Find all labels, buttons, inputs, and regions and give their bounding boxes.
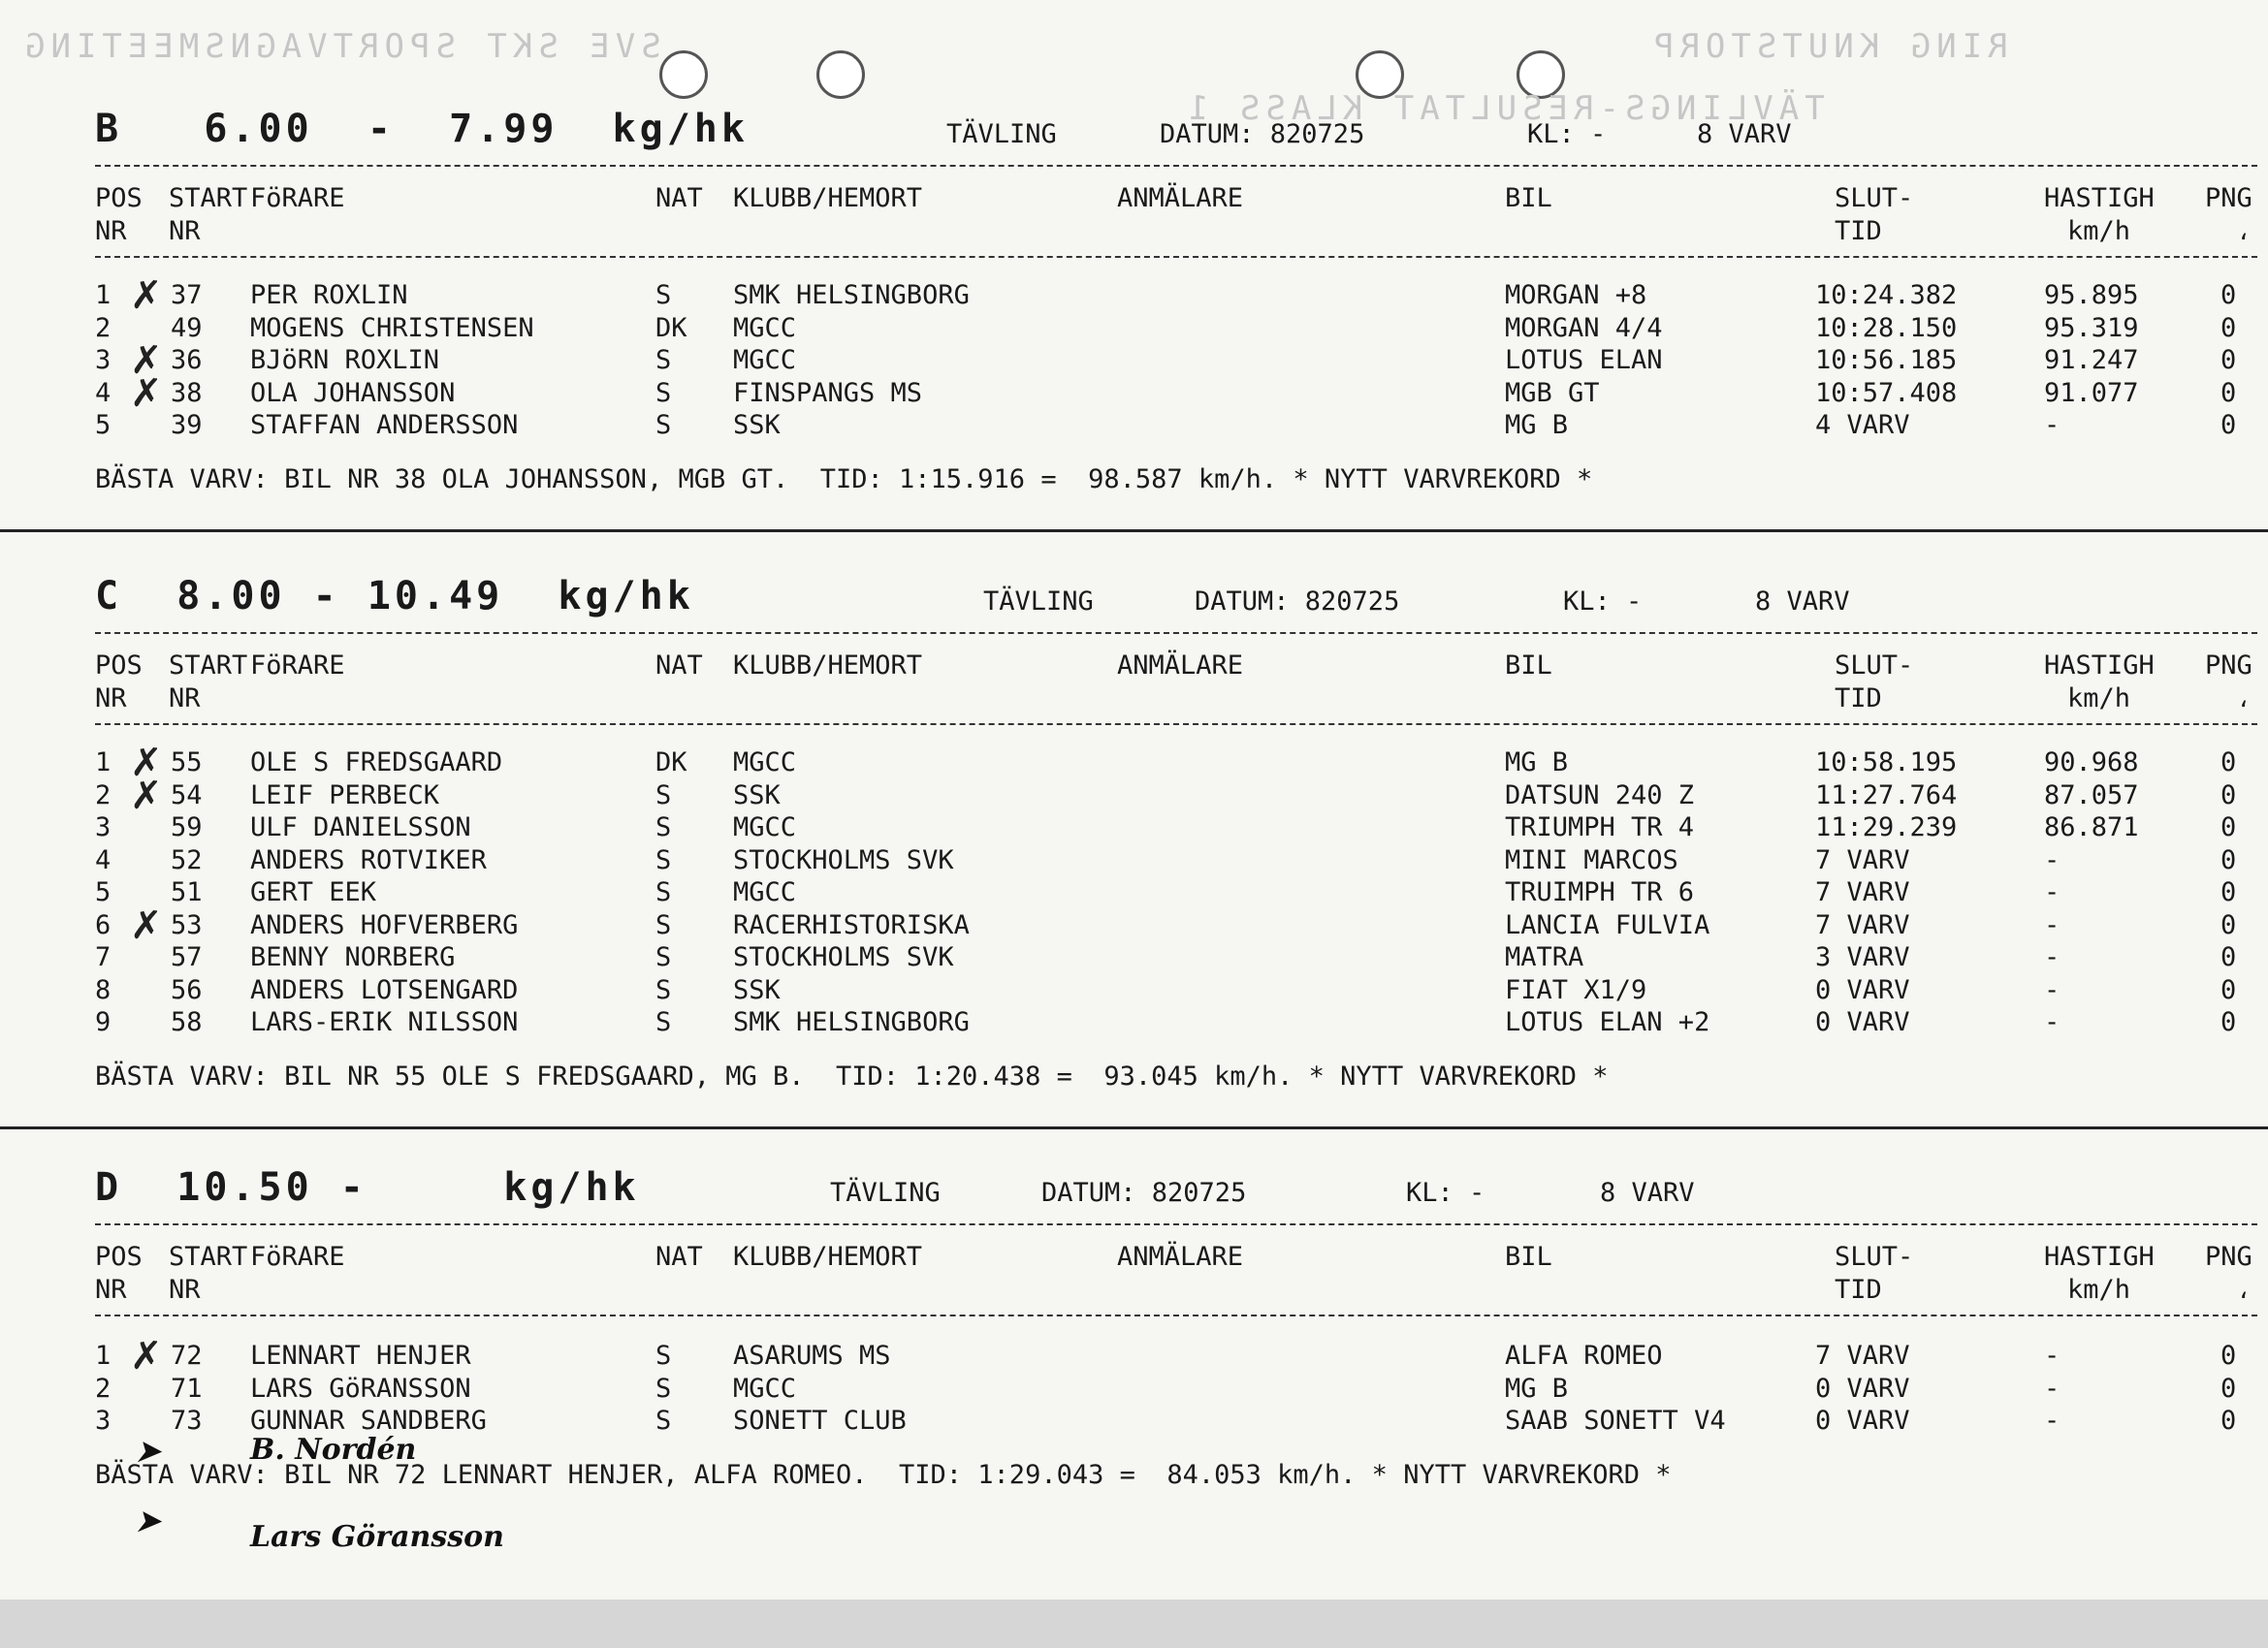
start-number: 51 (171, 877, 203, 907)
col-pos: POS (95, 650, 143, 681)
finish-time: 10:58.195 (1815, 747, 1958, 777)
driver-name: OLA JOHANSSON (250, 377, 456, 408)
nationality: S (655, 1373, 672, 1404)
club-name: SMK HELSINGBORG (733, 280, 970, 310)
col-nat: NAT (655, 650, 703, 681)
handwritten-check-mark: ✗ (130, 273, 163, 318)
result-pos: 1 (95, 280, 112, 310)
points: 0 (2220, 909, 2237, 940)
club-name: SSK (733, 974, 781, 1005)
col-speed-unit: km/h (2067, 216, 2131, 246)
driver-name: GERT EEK (250, 877, 377, 907)
average-speed: 86.871 (2044, 812, 2139, 842)
result-pos: 5 (95, 877, 112, 907)
col-finish: SLUT- (1835, 650, 1914, 681)
col-speed: HASTIGH (2044, 183, 2155, 213)
points: 0 (2220, 410, 2237, 440)
handwritten-note: B. Nordén (250, 1433, 417, 1467)
result-pos: 2 (95, 312, 112, 343)
col-pos-nr: NR (95, 683, 127, 713)
club-name: SONETT CLUB (733, 1406, 907, 1436)
col-start-nr: NR (169, 683, 201, 713)
race-laps: 8 VARV (1600, 1178, 1695, 1208)
handwritten-arrow: ➤ (136, 1435, 161, 1469)
col-car: BIL (1505, 1242, 1552, 1272)
col-time: TID (1835, 216, 1882, 246)
nationality: S (655, 410, 672, 440)
car-model: SAAB SONETT V4 (1505, 1406, 1726, 1436)
result-pos: 7 (95, 942, 112, 972)
divider (95, 1223, 2257, 1225)
result-pos: 2 (95, 779, 112, 810)
driver-name: ULF DANIELSSON (250, 812, 471, 842)
nationality: S (655, 877, 672, 907)
col-tick: ، (2236, 1275, 2252, 1305)
handwritten-signature: Lars Göransson (250, 1520, 504, 1554)
car-model: FIAT X1/9 (1505, 974, 1647, 1005)
points: 0 (2220, 779, 2237, 810)
race-date: DATUM: 820725 (1041, 1178, 1247, 1208)
car-model: MORGAN +8 (1505, 280, 1647, 310)
col-time: TID (1835, 683, 1882, 713)
result-pos: 1 (95, 1341, 112, 1371)
result-pos: 3 (95, 1406, 112, 1436)
race-label: TÄVLING (830, 1178, 941, 1208)
average-speed: - (2044, 1373, 2060, 1404)
col-time: TID (1835, 1275, 1882, 1305)
average-speed: - (2044, 1406, 2060, 1436)
nationality: S (655, 345, 672, 375)
col-nat: NAT (655, 1242, 703, 1272)
car-model: DATSUN 240 Z (1505, 779, 1695, 810)
driver-name: STAFFAN ANDERSSON (250, 410, 519, 440)
points: 0 (2220, 877, 2237, 907)
col-start-nr: NR (169, 216, 201, 246)
col-car: BIL (1505, 650, 1552, 681)
col-speed: HASTIGH (2044, 1242, 2155, 1272)
car-model: MINI MARCOS (1505, 844, 1678, 875)
nationality: S (655, 909, 672, 940)
handwritten-check-mark: ✗ (130, 370, 163, 416)
club-name: MGCC (733, 747, 797, 777)
start-number: 53 (171, 909, 203, 940)
result-pos: 3 (95, 812, 112, 842)
finish-time: 10:57.408 (1815, 377, 1958, 408)
nationality: S (655, 974, 672, 1005)
car-model: MG B (1505, 410, 1569, 440)
points: 0 (2220, 1373, 2237, 1404)
bleed-title-left: RING KNUTSTORP (1648, 27, 2008, 66)
club-name: STOCKHOLMS SVK (733, 844, 954, 875)
nationality: S (655, 942, 672, 972)
divider (95, 723, 2257, 725)
club-name: MGCC (733, 345, 797, 375)
col-start: START (169, 1242, 248, 1272)
nationality: S (655, 280, 672, 310)
start-number: 59 (171, 812, 203, 842)
driver-name: MOGENS CHRISTENSEN (250, 312, 534, 343)
col-club: KLUBB/HEMORT (733, 650, 923, 681)
result-pos: 2 (95, 1373, 112, 1404)
points: 0 (2220, 1007, 2237, 1037)
driver-name: LARS GöRANSSON (250, 1373, 471, 1404)
col-start-nr: NR (169, 1275, 201, 1305)
points: 0 (2220, 1406, 2237, 1436)
driver-name: BJöRN ROXLIN (250, 345, 440, 375)
finish-time: 0 VARV (1815, 974, 1910, 1005)
col-car: BIL (1505, 183, 1552, 213)
divider (95, 165, 2257, 167)
punch-hole (659, 50, 708, 99)
col-finish: SLUT- (1835, 1242, 1914, 1272)
section-separator (0, 1126, 2268, 1129)
average-speed: - (2044, 877, 2060, 907)
race-laps: 8 VARV (1755, 586, 1850, 617)
club-name: SSK (733, 779, 781, 810)
class-kl: KL: - (1527, 119, 1607, 149)
average-speed: 95.895 (2044, 280, 2139, 310)
finish-time: 0 VARV (1815, 1373, 1910, 1404)
nationality: DK (655, 312, 687, 343)
section-separator (0, 529, 2268, 532)
col-pos: POS (95, 1242, 143, 1272)
result-pos: 9 (95, 1007, 112, 1037)
points: 0 (2220, 812, 2237, 842)
handwritten-check-mark: ✗ (130, 741, 163, 785)
driver-name: PER ROXLIN (250, 280, 408, 310)
bleed-title-right: SVE SKT SPORTVAGNSMEETING (19, 27, 661, 66)
col-points: PNG (2205, 650, 2252, 681)
car-model: MG B (1505, 747, 1569, 777)
result-pos: 6 (95, 909, 112, 940)
result-pos: 5 (95, 410, 112, 440)
club-name: MGCC (733, 812, 797, 842)
club-name: FINSPANGS MS (733, 377, 923, 408)
scan-background (0, 1600, 2268, 1648)
col-start: START (169, 183, 248, 213)
points: 0 (2220, 974, 2237, 1005)
driver-name: ANDERS ROTVIKER (250, 844, 487, 875)
divider (95, 632, 2257, 634)
start-number: 57 (171, 942, 203, 972)
col-driver: FöRARE (250, 650, 345, 681)
col-driver: FöRARE (250, 183, 345, 213)
average-speed: 91.077 (2044, 377, 2139, 408)
club-name: RACERHISTORISKA (733, 909, 970, 940)
start-number: 37 (171, 280, 203, 310)
col-start: START (169, 650, 248, 681)
best-lap-line: BÄSTA VARV: BIL NR 72 LENNART HENJER, ALFA ROMEO. TID: 1:29.043 = 84.053 km/h. * NYTT VARVREKORD * (95, 1459, 1672, 1490)
nationality: S (655, 779, 672, 810)
col-speed-unit: km/h (2067, 683, 2131, 713)
col-nat: NAT (655, 183, 703, 213)
nationality: S (655, 1406, 672, 1436)
nationality: S (655, 812, 672, 842)
result-pos: 4 (95, 377, 112, 408)
finish-time: 3 VARV (1815, 942, 1910, 972)
average-speed: - (2044, 1007, 2060, 1037)
nationality: S (655, 1341, 672, 1371)
col-entrant: ANMÄLARE (1117, 1242, 1244, 1272)
finish-time: 0 VARV (1815, 1007, 1910, 1037)
col-pos-nr: NR (95, 1275, 127, 1305)
start-number: 71 (171, 1373, 203, 1404)
average-speed: - (2044, 942, 2060, 972)
average-speed: - (2044, 1341, 2060, 1371)
finish-time: 11:27.764 (1815, 779, 1958, 810)
class-kl: KL: - (1563, 586, 1643, 617)
driver-name: OLE S FREDSGAARD (250, 747, 503, 777)
average-speed: - (2044, 410, 2060, 440)
points: 0 (2220, 377, 2237, 408)
club-name: SMK HELSINGBORG (733, 1007, 970, 1037)
car-model: ALFA ROMEO (1505, 1341, 1663, 1371)
finish-time: 7 VARV (1815, 1341, 1910, 1371)
start-number: 36 (171, 345, 203, 375)
handwritten-arrow: ➤ (136, 1505, 161, 1538)
nationality: S (655, 844, 672, 875)
club-name: ASARUMS MS (733, 1341, 891, 1371)
driver-name: GUNNAR SANDBERG (250, 1406, 487, 1436)
points: 0 (2220, 844, 2237, 875)
points: 0 (2220, 942, 2237, 972)
col-speed: HASTIGH (2044, 650, 2155, 681)
class-kl: KL: - (1406, 1178, 1485, 1208)
handwritten-check-mark: ✗ (130, 338, 163, 383)
col-points: PNG (2205, 1242, 2252, 1272)
car-model: TRUIMPH TR 6 (1505, 877, 1695, 907)
average-speed: - (2044, 844, 2060, 875)
col-finish: SLUT- (1835, 183, 1914, 213)
start-number: 39 (171, 410, 203, 440)
nationality: S (655, 377, 672, 408)
start-number: 56 (171, 974, 203, 1005)
result-pos: 3 (95, 345, 112, 375)
car-model: MATRA (1505, 942, 1584, 972)
driver-name: BENNY NORBERG (250, 942, 456, 972)
bleed-subtitle: TÄVLINGS-RESULTAT KLASS 1 (1183, 89, 1825, 128)
best-lap-line: BÄSTA VARV: BIL NR 55 OLE S FREDSGAARD, MG B. TID: 1:20.438 = 93.045 km/h. * NYTT VARVREKORD * (95, 1061, 1609, 1092)
start-number: 49 (171, 312, 203, 343)
points: 0 (2220, 1341, 2237, 1371)
race-date: DATUM: 820725 (1160, 119, 1365, 149)
class-header: B 6.00 - 7.99 kg/hk (95, 107, 749, 151)
handwritten-check-mark: ✗ (130, 773, 163, 818)
race-date: DATUM: 820725 (1195, 586, 1400, 617)
finish-time: 11:29.239 (1815, 812, 1958, 842)
result-pos: 8 (95, 974, 112, 1005)
divider (95, 1315, 2257, 1316)
car-model: MGB GT (1505, 377, 1600, 408)
start-number: 55 (171, 747, 203, 777)
col-entrant: ANMÄLARE (1117, 183, 1244, 213)
average-speed: - (2044, 974, 2060, 1005)
club-name: STOCKHOLMS SVK (733, 942, 954, 972)
car-model: MG B (1505, 1373, 1569, 1404)
start-number: 54 (171, 779, 203, 810)
finish-time: 10:28.150 (1815, 312, 1958, 343)
average-speed: 87.057 (2044, 779, 2139, 810)
start-number: 58 (171, 1007, 203, 1037)
average-speed: - (2044, 909, 2060, 940)
driver-name: LEIF PERBECK (250, 779, 440, 810)
race-label: TÄVLING (983, 586, 1094, 617)
start-number: 73 (171, 1406, 203, 1436)
col-tick: ، (2236, 216, 2252, 246)
finish-time: 7 VARV (1815, 877, 1910, 907)
club-name: SSK (733, 410, 781, 440)
col-driver: FöRARE (250, 1242, 345, 1272)
col-points: PNG (2205, 183, 2252, 213)
result-pos: 4 (95, 844, 112, 875)
finish-time: 10:24.382 (1815, 280, 1958, 310)
best-lap-line: BÄSTA VARV: BIL NR 38 OLA JOHANSSON, MGB GT. TID: 1:15.916 = 98.587 km/h. * NYTT VARVREKORD * (95, 463, 1593, 494)
class-header: C 8.00 - 10.49 kg/hk (95, 574, 694, 618)
col-entrant: ANMÄLARE (1117, 650, 1244, 681)
col-tick: ، (2236, 683, 2252, 713)
result-pos: 1 (95, 747, 112, 777)
col-club: KLUBB/HEMORT (733, 1242, 923, 1272)
nationality: S (655, 1007, 672, 1037)
average-speed: 91.247 (2044, 345, 2139, 375)
nationality: DK (655, 747, 687, 777)
average-speed: 90.968 (2044, 747, 2139, 777)
driver-name: ANDERS LOTSENGARD (250, 974, 519, 1005)
driver-name: LARS-ERIK NILSSON (250, 1007, 519, 1037)
points: 0 (2220, 280, 2237, 310)
driver-name: ANDERS HOFVERBERG (250, 909, 519, 940)
punch-hole (816, 50, 865, 99)
finish-time: 7 VARV (1815, 909, 1910, 940)
finish-time: 0 VARV (1815, 1406, 1910, 1436)
start-number: 52 (171, 844, 203, 875)
finish-time: 10:56.185 (1815, 345, 1958, 375)
club-name: MGCC (733, 312, 797, 343)
club-name: MGCC (733, 877, 797, 907)
race-label: TÄVLING (946, 119, 1057, 149)
class-header: D 10.50 - kg/hk (95, 1165, 640, 1210)
divider (95, 256, 2257, 258)
col-pos-nr: NR (95, 216, 127, 246)
points: 0 (2220, 312, 2237, 343)
car-model: MORGAN 4/4 (1505, 312, 1663, 343)
car-model: LOTUS ELAN (1505, 345, 1663, 375)
race-laps: 8 VARV (1697, 119, 1792, 149)
average-speed: 95.319 (2044, 312, 2139, 343)
car-model: TRIUMPH TR 4 (1505, 812, 1695, 842)
start-number: 38 (171, 377, 203, 408)
col-club: KLUBB/HEMORT (733, 183, 923, 213)
handwritten-check-mark: ✗ (130, 903, 163, 948)
col-pos: POS (95, 183, 143, 213)
handwritten-check-mark: ✗ (130, 1334, 163, 1379)
points: 0 (2220, 345, 2237, 375)
col-speed-unit: km/h (2067, 1275, 2131, 1305)
car-model: LOTUS ELAN +2 (1505, 1007, 1710, 1037)
finish-time: 7 VARV (1815, 844, 1910, 875)
club-name: MGCC (733, 1373, 797, 1404)
driver-name: LENNART HENJER (250, 1341, 471, 1371)
start-number: 72 (171, 1341, 203, 1371)
points: 0 (2220, 747, 2237, 777)
finish-time: 4 VARV (1815, 410, 1910, 440)
car-model: LANCIA FULVIA (1505, 909, 1710, 940)
